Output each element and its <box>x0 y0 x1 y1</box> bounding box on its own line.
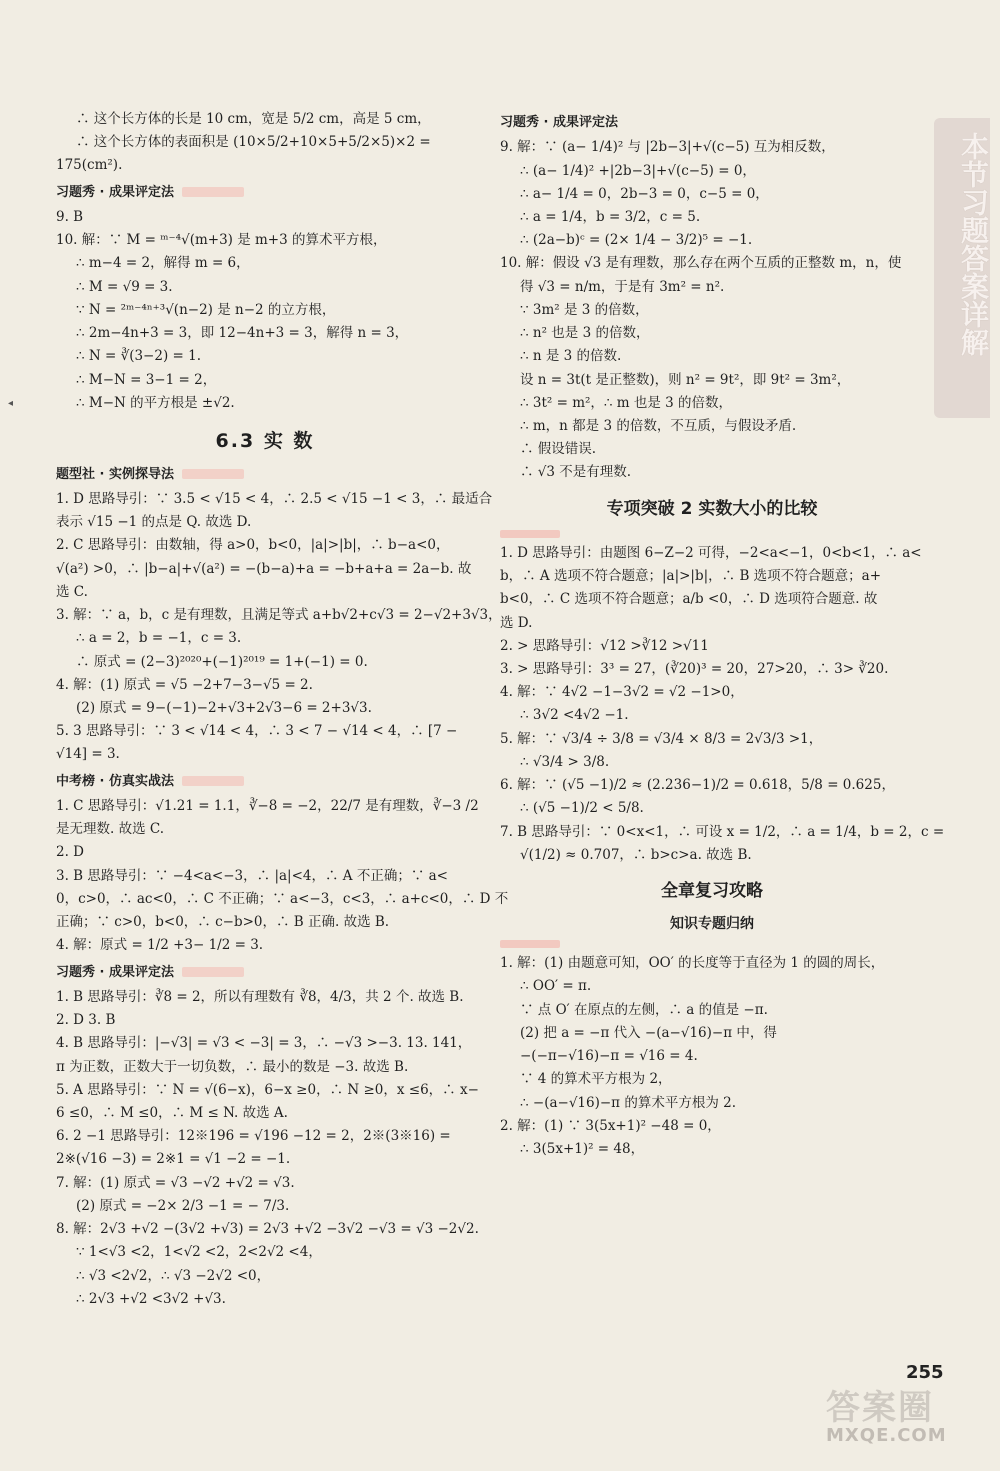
text-line: ∴ n 是 3 的倍数. <box>520 348 622 365</box>
stamp-mark <box>182 469 244 479</box>
text-line: ∴ a = 1/4，b = 3/2，c = 5. <box>520 209 701 226</box>
text-line: 6. 解：∵ (√5 −1)/2 ≈ (2.236−1)/2 = 0.618，5/8 = 0.625， <box>500 777 895 794</box>
text-line: ∴ 这个长方体的表面积是 (10×5/2+10×5+5/2×5)×2 = <box>76 134 431 151</box>
section-header-practice-right <box>500 112 924 134</box>
side-tab-label: 本节习题答案详解 <box>957 132 990 356</box>
text-line: 3. 解：∵ a，b，c 是有理数，且满足等式 a+b√2+c√3 = 2−√2+3√3， <box>56 607 502 624</box>
text-line: ∴ 3t² = m²，∴ m 也是 3 的倍数， <box>520 394 733 411</box>
section-title: 习题秀 · 成果评定法 <box>56 184 174 200</box>
stamp-mark <box>182 776 244 786</box>
section-title: 题型社 · 实例探导法 <box>56 466 174 482</box>
stamp-mark <box>182 967 244 977</box>
text-line: 是无理数. 故选 C. <box>56 821 165 838</box>
text-line: ∴ (a− 1/4)² +|2b−3|+√(c−5) = 0， <box>520 162 756 179</box>
text-line: ∴ 3(5x+1)² = 48， <box>520 1141 645 1157</box>
text-line: 2. D <box>56 844 84 861</box>
text-line: 5. 3 思路导引：∵ 3 < √14 < 4，∴ 3 < 7 − √14 < 4，∴ [7 − <box>56 723 458 740</box>
text-line: 9. B <box>56 209 84 226</box>
text-line: ∴ a− 1/4 = 0，2b−3 = 0，c−5 = 0， <box>520 185 769 202</box>
text-line: ∴ 这个长方体的长是 10 cm，宽是 5/2 cm，高是 5 cm， <box>76 111 431 127</box>
text-line: 选 D. <box>500 614 533 631</box>
text-line: 1. D 思路导引：由题图 6−Z−2 可得，−2<a<−1，0<b<1，∴ a< <box>500 544 922 561</box>
text-line: 表示 √15 −1 的点是 Q. 故选 D. <box>56 514 252 531</box>
text-line: ∵ 1<√3 <2，1<√2 <2，2<2√2 <4， <box>76 1244 322 1261</box>
text-line: ∴ −(a−√16)−π 的算术平方根为 2. <box>520 1094 737 1111</box>
text-line: ∴ OO′ = π. <box>520 978 592 995</box>
text-line: π 为正数，正数大于一切负数，∴ 最小的数是 −3. 故选 B. <box>56 1058 409 1075</box>
text-line: ∴ a = 2，b = −1，c = 3. <box>76 630 242 647</box>
text-line: ∴ m，n 都是 3 的倍数，不互质，与假设矛盾. <box>520 417 797 434</box>
left-column <box>56 108 509 1311</box>
text-line: ∴ n² 也是 3 的倍数， <box>520 325 650 342</box>
text-line: 4. 解：原式 = 1/2 +3− 1/2 = 3. <box>56 937 264 954</box>
text-line: 4. 解：∵ 4√2 −1−3√2 = √2 −1>0， <box>500 684 744 701</box>
text-line: 3. > 思路导引：3³ = 27，(∛20)³ = 20，27>20，∴ 3> ∛20. <box>500 660 889 677</box>
text-line: 9. 解：∵ (a− 1/4)² 与 |2b−3|+√(c−5) 互为相反数， <box>500 139 835 156</box>
section-subheading-knowledge: 知识专题归纳 <box>670 916 754 933</box>
text-line: ∵ 点 O′ 在原点的左侧，∴ a 的值是 −π. <box>520 1001 768 1018</box>
text-line: 6 ≤0，∴ M ≤0，∴ M ≤ N. 故选 A. <box>56 1104 288 1121</box>
text-line: 1. 解：(1) 由题意可知，OO′ 的长度等于直径为 1 的圆的周长， <box>500 955 885 972</box>
text-line: 7. B 思路导引：∵ 0<x<1，∴ 可设 x = 1/2，∴ a = 1/4，b = 2，c = <box>500 823 945 840</box>
text-line: 1. C 思路导引：√1.21 = 1.1，∛−8 = −2，22/7 是有理数，∛−3 /2 <box>56 798 479 814</box>
text-line: ∴ M−N = 3−1 = 2， <box>76 371 217 388</box>
text-line: 6. 2 −1 思路导引：12※196 = √196 −12 = 2，2※(3※16) = <box>56 1128 451 1145</box>
text-line: 选 C. <box>56 583 88 600</box>
text-line: −(−π−√16)−π = √16 = 4. <box>520 1048 698 1065</box>
text-line: ∴ 2m−4n+3 = 3，即 12−4n+3 = 3，解得 n = 3， <box>76 325 409 342</box>
section-header-exam <box>56 771 474 793</box>
section-header-practice-2 <box>56 962 474 984</box>
stamp-mark <box>182 187 244 197</box>
text-line: ∴ √3/4 > 3/8. <box>520 753 610 770</box>
text-line: 5. A 思路导引：∵ N = √(6−x)，6−x ≥0，∴ N ≥0，x ≤6，∴ x− <box>56 1081 479 1098</box>
text-line: b，∴ A 选项不符合题意；|a|>|b|，∴ B 选项不符合题意；a+ <box>500 568 882 585</box>
section-heading-review: 全章复习攻略 <box>661 880 763 901</box>
text-line: √(1/2) ≈ 0.707，∴ b>c>a. 故选 B. <box>520 846 752 863</box>
text-line: ∴ 假设错误. <box>520 441 597 458</box>
text-line: ∴ M = √9 = 3. <box>76 278 173 295</box>
watermark-text: 答案圈 <box>826 1388 934 1428</box>
text-line: 4. B 思路导引：|−√3| = √3 < −3| = 3，∴ −√3 >−3. 13. 141， <box>56 1035 472 1052</box>
page-number: 255 <box>906 1362 944 1383</box>
text-line: ∴ M−N 的平方根是 ±√2. <box>76 394 235 411</box>
text-line: 设 n = 3t(t 是正整数)，则 n² = 9t²，即 9t² = 3m²， <box>520 371 851 388</box>
text-line: ∴ (2a−b)ᶜ = (2× 1/4 − 3/2)⁵ = −1. <box>520 232 753 249</box>
section-title: 习题秀 · 成果评定法 <box>56 964 174 980</box>
section-heading-special: 专项突破 2 实数大小的比较 <box>606 498 818 519</box>
text-line: ∴ (√5 −1)/2 < 5/8. <box>520 800 644 817</box>
text-line: ∴ √3 <2√2，∴ √3 −2√2 <0， <box>76 1267 271 1284</box>
text-line: 10. 解：假设 √3 是有理数，那么存在两个互质的正整数 m，n，使 <box>500 255 902 272</box>
text-line: 4. 解：(1) 原式 = √5 −2+7−3−√5 = 2. <box>56 676 313 693</box>
text-line: b<0，∴ C 选项不符合题意；a/b <0，∴ D 选项符合题意. 故 <box>500 591 878 608</box>
text-line: 5. 解：∵ √3/4 ÷ 3/8 = √3/4 × 8/3 = 2√3/3 >1， <box>500 730 823 747</box>
text-line: √(a²) >0，∴ |b−a|+√(a²) = −(b−a)+a = −b+a+a = 2a−b. 故 <box>56 560 472 577</box>
text-line: 1. D 思路导引：∵ 3.5 < √15 < 4，∴ 2.5 < √15 −1 < 3，∴ 最适合 <box>56 491 493 508</box>
text-line: (2) 把 a = −π 代入 −(a−√16)−π 中，得 <box>520 1024 777 1041</box>
text-line: 得 √3 = n/m，于是有 3m² = n². <box>520 278 725 295</box>
text-line: 2. 解：(1) ∵ 3(5x+1)² −48 = 0， <box>500 1117 721 1134</box>
text-line: 175(cm²). <box>56 157 123 174</box>
text-line: (2) 原式 = 9−(−1)−2+√3+2√3−6 = 2+3√3. <box>76 699 372 716</box>
text-line: 2※(√16 −3) = 2※1 = √1 −2 = −1. <box>56 1151 291 1168</box>
text-line: ∴ 3√2 <4√2 −1. <box>520 707 629 724</box>
text-line: 2. C 思路导引：由数轴，得 a>0，b<0，|a|>|b|，∴ b−a<0， <box>56 537 450 554</box>
text-line: 8. 解：2√3 +√2 −(3√2 +√3) = 2√3 +√2 −3√2 −√3 = √3 −2√2. <box>56 1221 479 1238</box>
text-line: 2. > 思路导引：√12 >∛12 >√11 <box>500 637 709 654</box>
text-line: ∵ N = ²ᵐ⁻⁴ⁿ⁺³√(n−2) 是 n−2 的立方根， <box>76 301 336 318</box>
text-line: 7. 解：(1) 原式 = √3 −√2 +√2 = √3. <box>56 1174 295 1191</box>
section-title: 中考榜 · 仿真实战法 <box>56 773 174 789</box>
text-line: 正确；∵ c>0，b<0，∴ c−b>0，∴ B 正确. 故选 B. <box>56 914 390 931</box>
section-heading-6-3: 6.3 实 数 <box>215 429 315 452</box>
stamp-mark <box>500 530 560 538</box>
text-line: 2. D 3. B <box>56 1012 116 1029</box>
stamp-mark <box>500 940 560 948</box>
section-header-practice <box>56 182 474 204</box>
text-line: 10. 解：∵ M = ᵐ⁻⁴√(m+3) 是 m+3 的算术平方根， <box>56 232 387 249</box>
margin-mark-icon: ◂ <box>8 398 14 409</box>
text-line: 0，c>0，∴ ac<0，∴ C 不正确；∵ a<−3，c<3，∴ a+c<0，∴ D 不 <box>56 890 509 907</box>
text-line: 3. B 思路导引：∵ −4<a<−3，∴ |a|<4，∴ A 不正确；∵ a< <box>56 867 448 884</box>
section-header-examples <box>56 464 474 486</box>
text-line: ∵ 3m² 是 3 的倍数， <box>520 301 649 318</box>
text-line: (2) 原式 = −2× 2/3 −1 = − 7/3. <box>76 1197 290 1214</box>
section-title: 习题秀 · 成果评定法 <box>500 115 618 130</box>
right-column <box>500 108 945 1161</box>
text-line: ∴ 原式 = (2−3)²⁰²⁰+(−1)²⁰¹⁹ = 1+(−1) = 0. <box>76 653 368 670</box>
text-line: ∴ N = ∛(3−2) = 1. <box>76 348 201 365</box>
text-line: ∵ 4 的算术平方根为 2， <box>520 1071 672 1088</box>
side-tab <box>934 118 990 418</box>
text-line: ∴ m−4 = 2，解得 m = 6， <box>76 255 250 272</box>
text-line: √14] = 3. <box>56 746 120 763</box>
watermark-url: MXQE.COM <box>826 1425 947 1446</box>
text-line: ∴ √3 不是有理数. <box>520 464 632 481</box>
text-line: 1. B 思路导引：∛8 = 2，所以有理数有 ∛8，4/3，共 2 个. 故选 B. <box>56 988 464 1005</box>
text-line: ∴ 2√3 +√2 <3√2 +√3. <box>76 1290 226 1307</box>
watermark <box>826 1380 996 1460</box>
